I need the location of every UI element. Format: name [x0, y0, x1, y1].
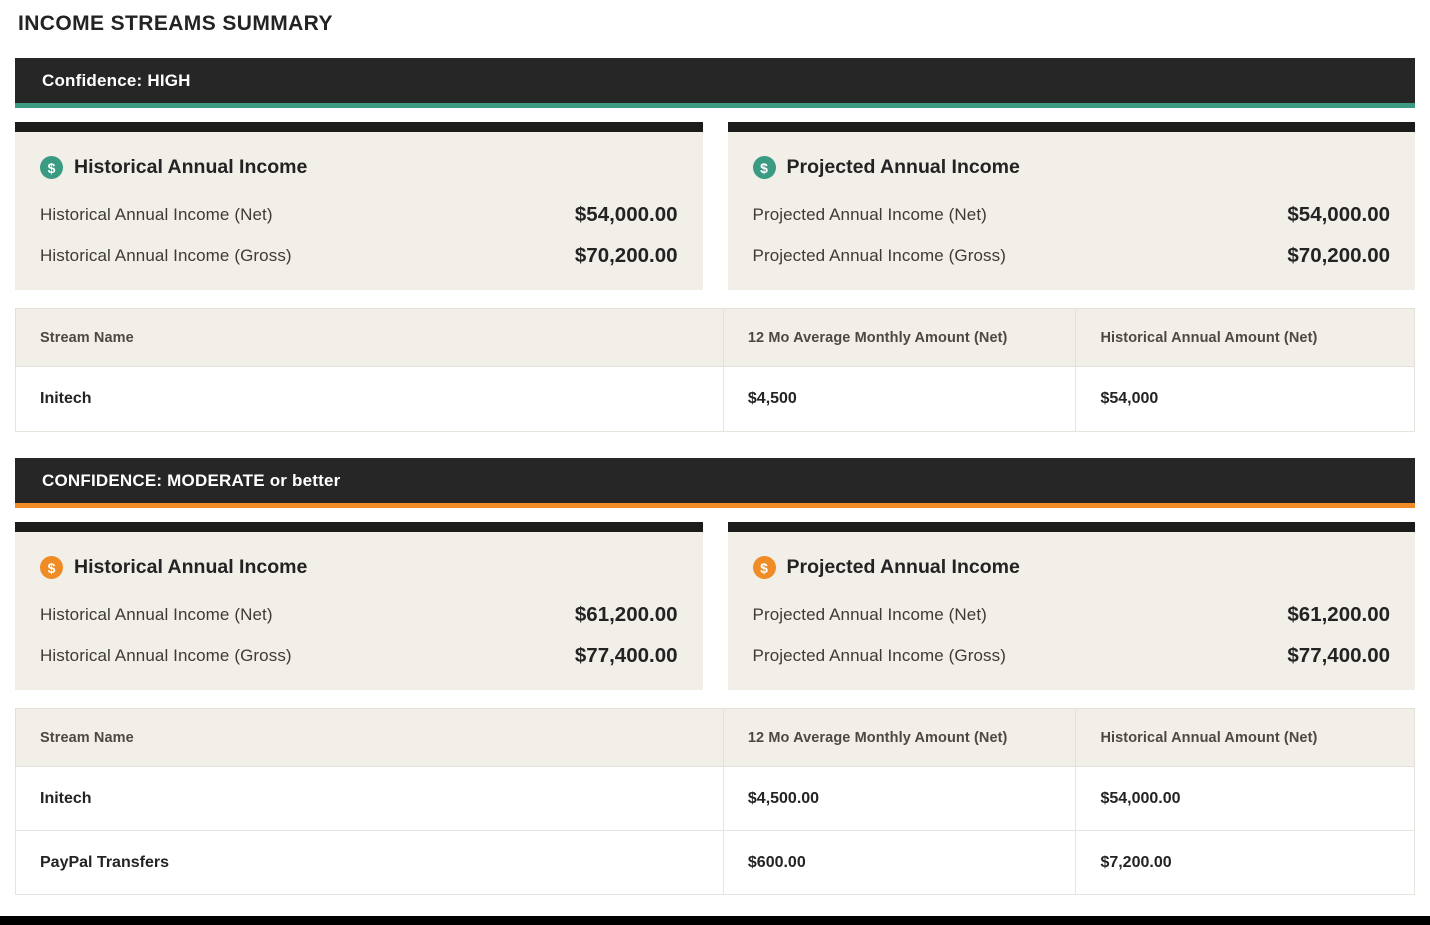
card-row: [753, 644, 1391, 668]
dollar-icon: $: [753, 556, 776, 579]
card-top-strip: [728, 522, 1416, 532]
card-title: Projected Annual Income: [786, 556, 1020, 578]
row-value: $77,400.00: [574, 644, 678, 667]
card-row: [40, 203, 678, 227]
table-header-row: [16, 309, 1415, 367]
row-label: Historical Annual Income (Net): [40, 205, 273, 224]
card-top-strip: [728, 122, 1416, 132]
column-header-historical-annual: Historical Annual Amount (Net): [1076, 309, 1415, 367]
teal-accent-strip: [15, 103, 1415, 108]
avg-monthly-cell: $4,500.00: [723, 767, 1076, 831]
section-confidence-high: [15, 58, 1415, 432]
row-value: $77,400.00: [1287, 644, 1390, 667]
page-title: INCOME STREAMS SUMMARY: [18, 12, 333, 35]
summary-cards-row: [15, 122, 1415, 290]
avg-monthly-cell: $4,500: [723, 367, 1076, 432]
column-header-historical-annual: Historical Annual Amount (Net): [1076, 709, 1415, 767]
row-value: $61,200.00: [574, 603, 678, 626]
footer-black-bar: [0, 916, 1430, 925]
column-header-avg-monthly: 12 Mo Average Monthly Amount (Net): [723, 309, 1076, 367]
projected-annual-income-card: [728, 122, 1416, 290]
row-value: $70,200.00: [1287, 244, 1390, 267]
row-label: Projected Annual Income (Net): [752, 605, 987, 624]
card-title: Historical Annual Income: [74, 156, 308, 178]
projected-annual-income-card: [728, 522, 1416, 690]
row-label: Projected Annual Income (Gross): [752, 646, 1006, 665]
column-header-stream-name: Stream Name: [16, 309, 724, 367]
income-streams-table-moderate: [15, 708, 1415, 895]
row-label: Projected Annual Income (Net): [752, 205, 987, 224]
confidence-moderate-label: CONFIDENCE: MODERATE or better: [42, 470, 341, 490]
card-row: [753, 203, 1391, 227]
row-value: $61,200.00: [1287, 603, 1390, 626]
row-label: Historical Annual Income (Gross): [40, 246, 292, 265]
row-label: Historical Annual Income (Gross): [40, 646, 292, 665]
confidence-moderate-header-bar: [15, 458, 1415, 503]
column-header-stream-name: Stream Name: [16, 709, 724, 767]
dollar-icon: $: [40, 556, 63, 579]
section-confidence-moderate: [15, 458, 1415, 895]
card-title: Historical Annual Income: [74, 556, 308, 578]
stream-name-cell: PayPal Transfers: [16, 831, 724, 895]
column-header-avg-monthly: 12 Mo Average Monthly Amount (Net): [723, 709, 1076, 767]
row-value: $54,000.00: [1287, 203, 1390, 226]
table-row: [16, 831, 1415, 895]
dollar-icon: $: [753, 156, 776, 179]
confidence-high-header-bar: [15, 58, 1415, 103]
historical-annual-income-card: [15, 122, 703, 290]
table-header-row: [16, 709, 1415, 767]
row-label: Projected Annual Income (Gross): [752, 246, 1006, 265]
card-top-strip: [15, 122, 703, 132]
stream-name-cell: Initech: [16, 367, 724, 432]
summary-cards-row: [15, 522, 1415, 690]
report-content: [0, 12, 1430, 895]
table-row: [16, 767, 1415, 831]
income-streams-table-high: [15, 308, 1415, 432]
card-title: Projected Annual Income: [786, 156, 1020, 178]
card-row: [40, 603, 678, 627]
row-value: $54,000.00: [574, 203, 678, 226]
avg-monthly-cell: $600.00: [723, 831, 1076, 895]
card-row: [40, 644, 678, 668]
dollar-icon: $: [40, 156, 63, 179]
orange-accent-strip: [15, 503, 1415, 508]
historical-annual-cell: $54,000: [1076, 367, 1415, 432]
card-row: [753, 244, 1391, 268]
row-label: Historical Annual Income (Net): [40, 605, 273, 624]
stream-name-cell: Initech: [16, 767, 724, 831]
historical-annual-cell: $7,200.00: [1076, 831, 1415, 895]
historical-annual-cell: $54,000.00: [1076, 767, 1415, 831]
card-row: [40, 244, 678, 268]
row-value: $70,200.00: [574, 244, 678, 267]
confidence-high-label: Confidence: HIGH: [42, 70, 191, 90]
table-row: [16, 367, 1415, 432]
card-row: [753, 603, 1391, 627]
card-top-strip: [15, 522, 703, 532]
historical-annual-income-card: [15, 522, 703, 690]
